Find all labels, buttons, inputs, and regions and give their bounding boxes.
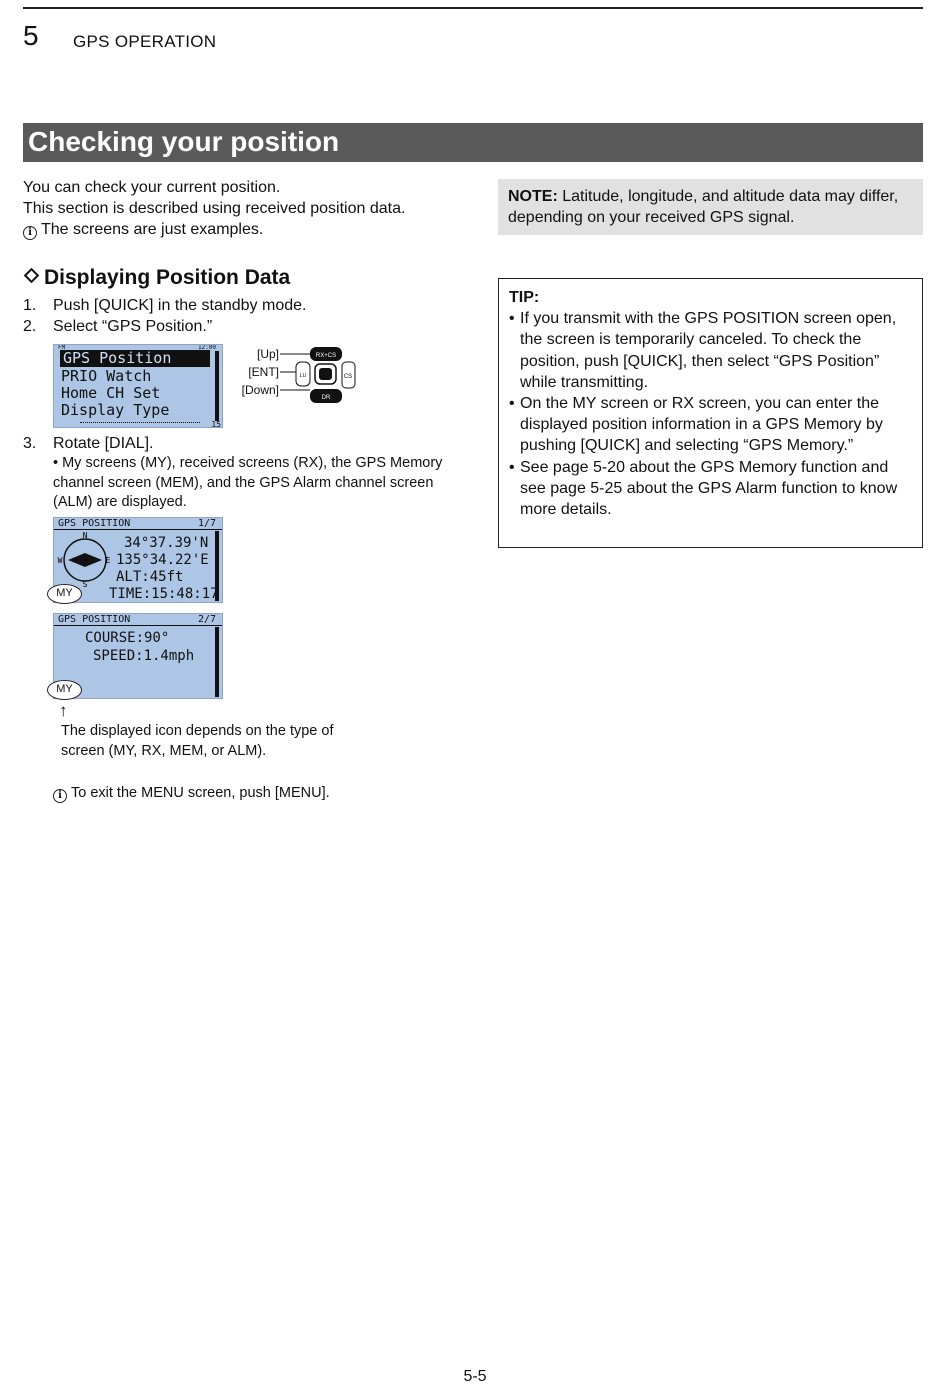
note-text: Latitude, longitude, and altitude data may differ, depending on your received GPS signal.: [508, 188, 899, 226]
latitude-value: 34°37.39'N: [124, 535, 209, 551]
intro-line-3: i The screens are just examples.: [23, 219, 483, 240]
gps-screen-2: GPS POSITION 2/7 COURSE:90° SPEED:1.4mph: [53, 613, 223, 699]
compass-icon: [56, 531, 114, 589]
svg-text:W: W: [57, 556, 63, 565]
svg-text:DR: DR: [321, 395, 331, 401]
exit-note: i To exit the MENU screen, push [MENU].: [53, 783, 433, 803]
keypad-diagram: [280, 344, 360, 406]
step-1: 1. Push [QUICK] in the standby mode.: [23, 297, 307, 314]
menu-item-gps-position[interactable]: GPS Position: [60, 350, 210, 367]
menu-item-prio-watch[interactable]: PRIO Watch: [61, 367, 152, 385]
altitude-value: ALT:45ft: [116, 569, 184, 585]
step-3: 3. Rotate [DIAL].: [23, 435, 154, 452]
my-badge-1: MY: [47, 584, 82, 604]
tip-label: TIP:: [509, 289, 540, 306]
tip-bullet: • On the MY screen or RX screen, you can enter the displayed position information in a GPS Memory by pushing [QUICK] and selecting “GPS Memory.”: [509, 393, 912, 457]
icon-note: The displayed icon depends on the type of screen (MY, RX, MEM, or ALM).: [61, 723, 334, 759]
svg-text:CS: CS: [343, 374, 353, 380]
svg-text:RX+CS: RX+CS: [315, 353, 337, 359]
intro-text: [23, 177, 483, 240]
longitude-value: 135°34.22'E: [116, 552, 209, 568]
up-arrow-icon: ↑: [59, 701, 68, 720]
diamond-icon: [24, 268, 40, 284]
step-2: 2. Select “GPS Position.”: [23, 318, 213, 335]
my-badge-2: MY: [47, 680, 82, 700]
key-down-label: [Down]: [241, 383, 279, 397]
chapter-title: GPS OPERATION: [73, 32, 217, 51]
tip-box: [498, 278, 923, 548]
step-3-bullet: • My screens (MY), received screens (RX), the GPS Memory channel screen (MEM), and the GPS Alarm channel screen (ALM) are displayed.: [53, 455, 443, 510]
intro-line-2: This section is described using received position data.: [23, 200, 406, 217]
menu-screen: FM 12:00 GPS Position PRIO Watch Home CH Set Display Type 15: [53, 344, 223, 428]
svg-text:N: N: [82, 531, 88, 540]
chapter-number: 5: [23, 20, 39, 51]
top-rule: [23, 7, 923, 9]
speed-value: SPEED:1.4mph: [93, 648, 195, 664]
page-number: 5-5: [463, 1368, 487, 1385]
info-icon: i: [23, 226, 37, 240]
gps-screen-1: GPS POSITION 1/7 N E S W 34°37.39'N 135°34.22'E ALT:45ft TIME:15:48:17: [53, 517, 223, 603]
note-label: NOTE:: [508, 188, 558, 205]
menu-item-display-type[interactable]: Display Type: [61, 401, 170, 419]
course-value: COURSE:90°: [85, 630, 170, 646]
key-up-label: [Up]: [256, 347, 279, 361]
note-box: [498, 179, 923, 235]
subsection-title: Displaying Position Data: [23, 265, 290, 291]
intro-line-1: You can check your current position.: [23, 179, 281, 196]
menu-item-home-ch-set[interactable]: Home CH Set: [61, 384, 161, 402]
tip-bullet: • See page 5-20 about the GPS Memory function and see page 5-25 about the GPS Alarm function to know more details.: [509, 457, 912, 521]
svg-text:E: E: [105, 556, 111, 565]
svg-text:LU: LU: [299, 373, 307, 379]
key-ent-label: [ENT]: [248, 365, 279, 379]
time-value: TIME:15:48:17: [109, 586, 219, 602]
section-title: Checking your position: [23, 123, 923, 162]
tip-bullet: • If you transmit with the GPS POSITION screen open, the screen is temporarily canceled. To check the position, push [QUICK], then select “GPS Position” while transmitting.: [509, 308, 912, 393]
svg-text:S: S: [82, 580, 88, 589]
info-icon: i: [53, 789, 67, 803]
